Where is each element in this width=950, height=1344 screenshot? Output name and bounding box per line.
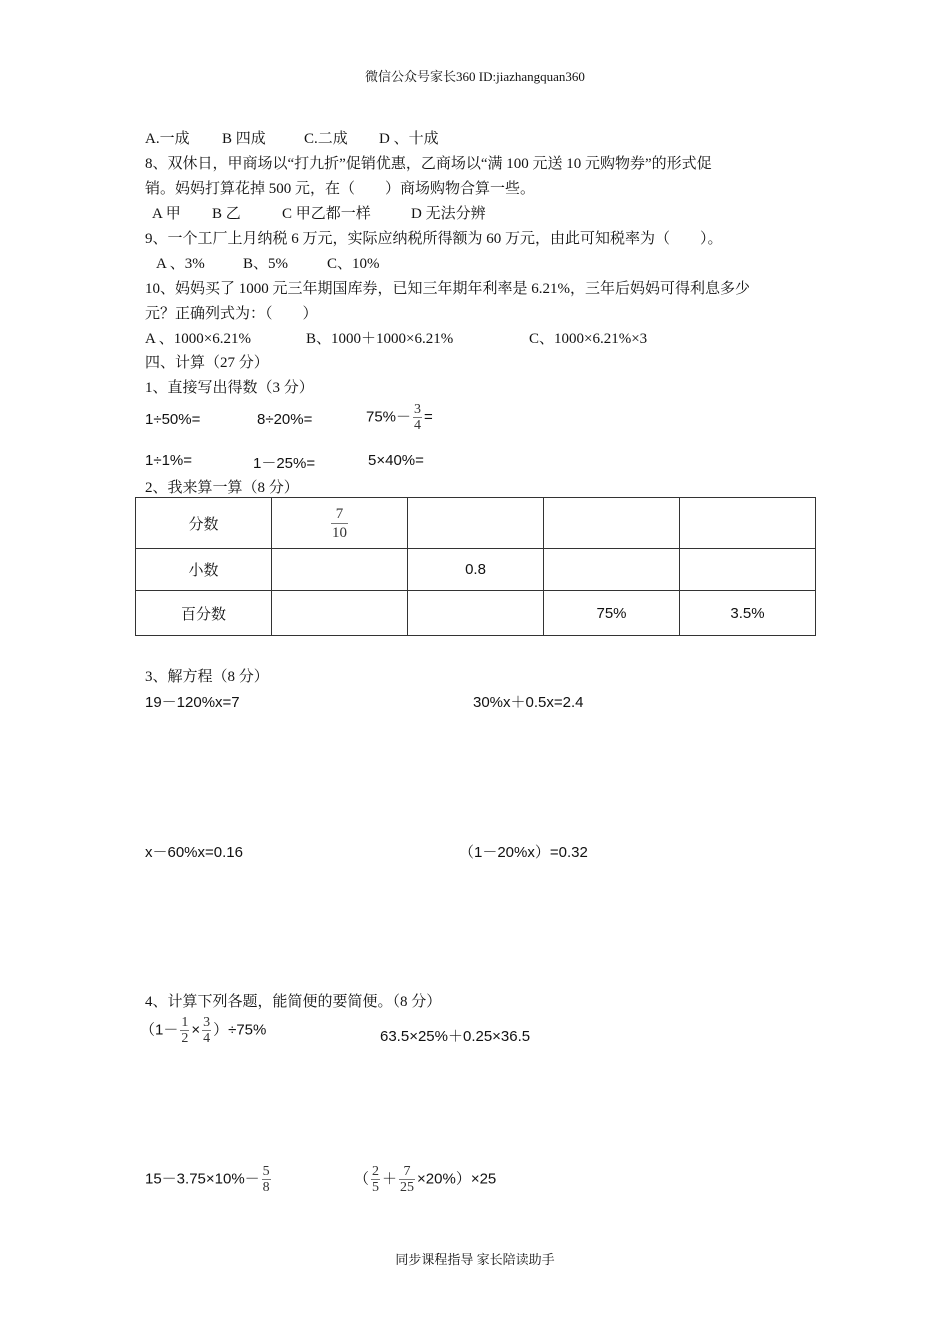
row-header-decimal: 小数 [136, 549, 272, 591]
fraction: $\frac{7}{25}$ [400, 1164, 415, 1195]
fraction: $\frac{3}{4}$ [414, 402, 422, 433]
table-cell [408, 498, 544, 549]
q8-option-d: D 无法分辨 [411, 206, 486, 222]
q8-line1: 8、双休日，甲商场以“打九折”促销优惠，乙商场以“满 100 元送 10 元购物券”的形式促 [145, 156, 712, 172]
q8-option-a: A 甲 [152, 206, 181, 222]
equation-4: （1－20%x）=0.32 [459, 844, 588, 861]
fraction: $\frac{7}{10}$ [332, 505, 347, 541]
q7-option-c: C.二成 [304, 131, 348, 147]
q10-line1: 10、妈妈买了 1000 元三年期国库券，已知三年期年利率是 6.21%，三年后妈妈可得利息多少 [145, 281, 750, 297]
expression-3: 15－3.75×10%－ $\frac{5}{8}$ [145, 1164, 270, 1195]
part1-item-3: 75%－ $\frac{3}{4}$ = [366, 402, 433, 433]
equation-3: x－60%x=0.16 [145, 844, 243, 861]
table-cell [680, 498, 816, 549]
row-header-percent: 百分数 [136, 591, 272, 636]
q10-option-c: C、1000×6.21%×3 [529, 331, 648, 347]
table-cell [680, 549, 816, 591]
q10-option-a: A 、1000×6.21% [145, 331, 251, 347]
equation-1: 19－120%x=7 [145, 694, 240, 711]
part4-title: 4、计算下列各题，能简便的要简便。（8 分） [145, 994, 442, 1010]
part1-item-5: 1－25%= [253, 455, 316, 472]
q9-option-c: C、10% [327, 256, 380, 272]
part1-item-6: 5×40%= [368, 452, 424, 469]
page-header: 微信公众号家长360 ID:jiazhangquan360 [365, 69, 585, 84]
q8-line2: 销。妈妈打算花掉 500 元，在（ ）商场购物合算一些。 [145, 181, 536, 197]
q9-option-b: B、5% [243, 256, 289, 272]
page-footer: 同步课程指导 家长陪读助手 [395, 1252, 555, 1267]
table-cell [544, 549, 680, 591]
table-cell [272, 591, 408, 636]
q10-line2: 元？正确列式为：（ ） [145, 306, 318, 322]
conversion-table [135, 497, 816, 636]
table-cell [544, 498, 680, 549]
part1-item-4: 1÷1%= [145, 452, 193, 469]
q8-option-c: C 甲乙都一样 [282, 206, 371, 222]
table-cell [272, 498, 408, 549]
q7-option-a: A.一成 [145, 131, 190, 147]
part1-item-2: 8÷20%= [257, 411, 313, 428]
row-header-fraction: 分数 [136, 498, 272, 549]
table-cell-percent: 3.5% [680, 591, 816, 636]
expression-4: （ $\frac{2}{5}$ ＋ $\frac{7}{25}$ ×20%）×25 [354, 1164, 497, 1195]
q7-option-d: D 、十成 [379, 131, 439, 147]
table-cell [408, 591, 544, 636]
equation-2: 30%x＋0.5x=2.4 [473, 694, 584, 711]
part1-item-1: 1÷50%= [145, 411, 201, 428]
fraction: $\frac{3}{4}$ [203, 1015, 211, 1046]
q10-option-b: B、1000＋1000×6.21% [306, 331, 454, 347]
table-cell-percent: 75% [544, 591, 680, 636]
q9-line1: 9、一个工厂上月纳税 6 万元，实际应纳税所得额为 60 万元，由此可知税率为（ ）。 [145, 231, 723, 247]
part2-title: 2、我来算一算（8 分） [145, 480, 299, 496]
section4-title: 四、计算（27 分） [145, 355, 269, 371]
part1-title: 1、直接写出得数（3 分） [145, 380, 314, 396]
fraction: $\frac{1}{2}$ [181, 1015, 189, 1046]
part1-item-3-lead: 75%－ [366, 408, 412, 426]
part3-title: 3、解方程（8 分） [145, 669, 269, 685]
expression-1: （1－ $\frac{1}{2}$ × $\frac{3}{4}$ ）÷75% [140, 1015, 267, 1046]
fraction: $\frac{2}{5}$ [372, 1164, 380, 1195]
table-cell-decimal: 0.8 [408, 549, 544, 591]
q8-option-b: B 乙 [212, 206, 241, 222]
fraction: $\frac{5}{8}$ [262, 1164, 270, 1195]
q9-option-a: A 、3% [156, 256, 205, 272]
expression-2: 63.5×25%＋0.25×36.5 [380, 1028, 531, 1045]
q7-option-b: B 四成 [222, 131, 266, 147]
table-cell [272, 549, 408, 591]
